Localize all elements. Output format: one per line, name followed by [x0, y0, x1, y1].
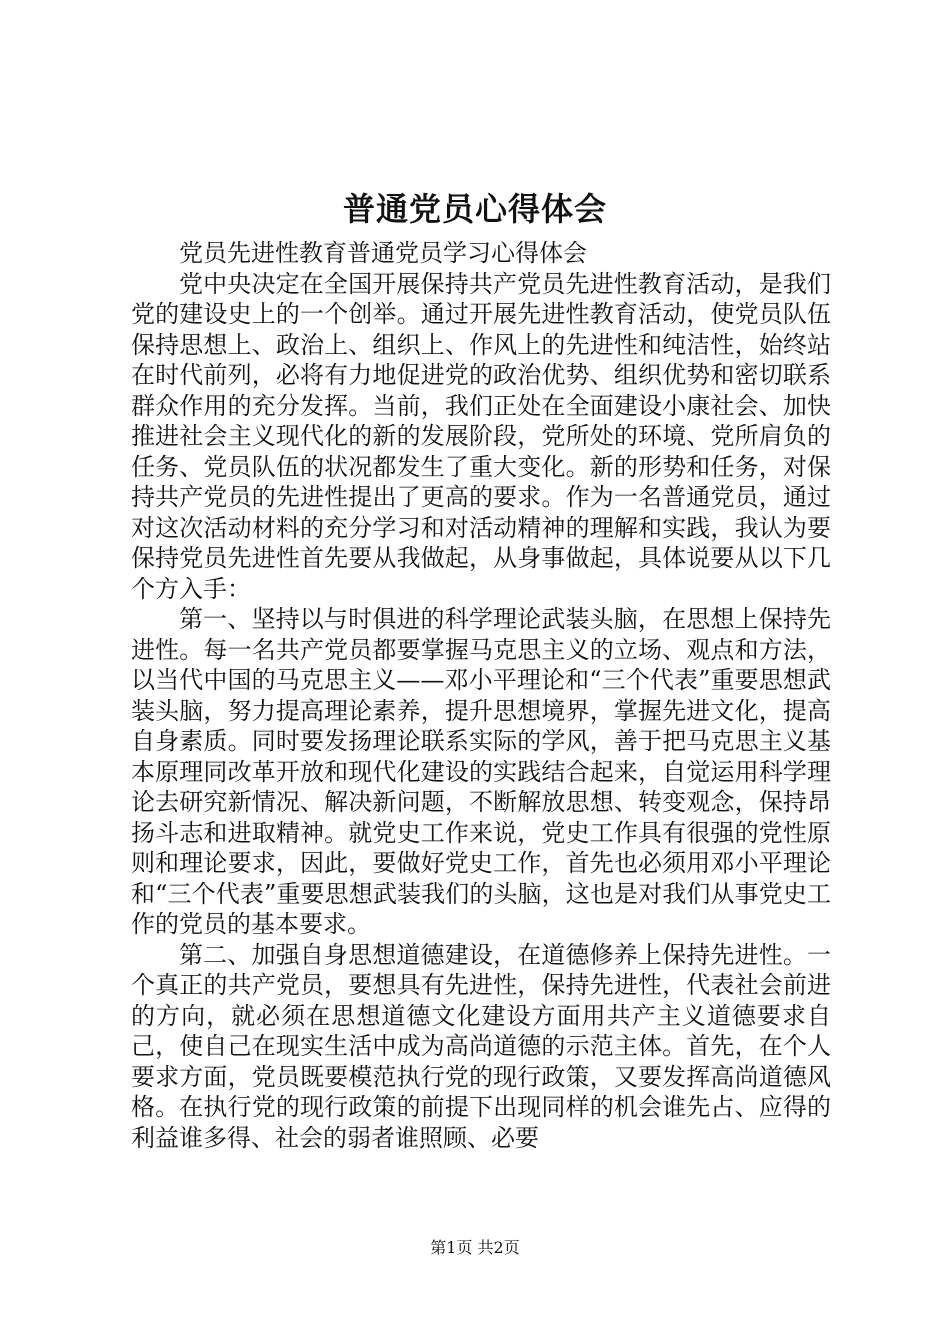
paragraph: 第二、加强自身思想道德建设，在道德修养上保持先进性。一个真正的共产党员，要想具有先进性，保持先进性，代表社会前进的方向，就必须在思想道德文化建设方面用共产主义道德要求自己，使自己在现实生活中成为高尚道德的示范主体。首先，在个人要求方面，党员既要模范执行党的现行政策，又要发挥高尚道德风格。在执行党的现行政策的前提下出现同样的机会谁先占、应得的利益谁多得、社会的弱者谁照顾、必要 — [131, 940, 831, 1152]
paragraph-subtitle: 党员先进性教育普通党员学习心得体会 — [179, 239, 587, 267]
document-body — [131, 238, 831, 1153]
page-number-footer: 第1页 共2页 — [430, 1238, 520, 1257]
paragraph: 第一、坚持以与时俱进的科学理论武装头脑，在思想上保持先进性。每一名共产党员都要掌握马克思主义的立场、观点和方法，以当代中国的马克思主义——邓小平理论和“三个代表”重要思想武装头脑，努力提高理论素养，提升思想境界，掌握先进文化，提高自身素质。同时要发扬理论联系实际的学风，善于把马克思主义基本原理同改革开放和现代化建设的实践结合起来，自觉运用科学理论去研究新情况、解决新问题，不断解放思想、转变观念，保持昂扬斗志和进取精神。就党史工作来说，党史工作具有很强的党性原则和理论要求，因此，要做好党史工作，首先也必须用邓小平理论和“三个代表”重要思想武装我们的头脑，这也是对我们从事党史工作的党员的基本要求。 — [131, 605, 831, 938]
document-title: 普通党员心得体会 — [342, 190, 607, 228]
paragraph: 党中央决定在全国开展保持共产党员先进性教育活动，是我们党的建设史上的一个创举。通过开展先进性教育活动，使党员队伍保持思想上、政治上、组织上、作风上的先进性和纯洁性，始终站在时代前列，必将有力地促进党的政治优势、组织优势和密切联系群众作用的充分发挥。当前，我们正处在全面建设小康社会、加快推进社会主义现代化的新的发展阶段，党所处的环境、党所肩负的任务、党员队伍的状况都发生了重大变化。新的形势和任务，对保持共产党员的先进性提出了更高的要求。作为一名普通党员，通过对这次活动材料的充分学习和对活动精神的理解和实践，我认为要保持党员先进性首先要从我做起，从身事做起，具体说要从以下几个方入手： — [131, 269, 831, 603]
